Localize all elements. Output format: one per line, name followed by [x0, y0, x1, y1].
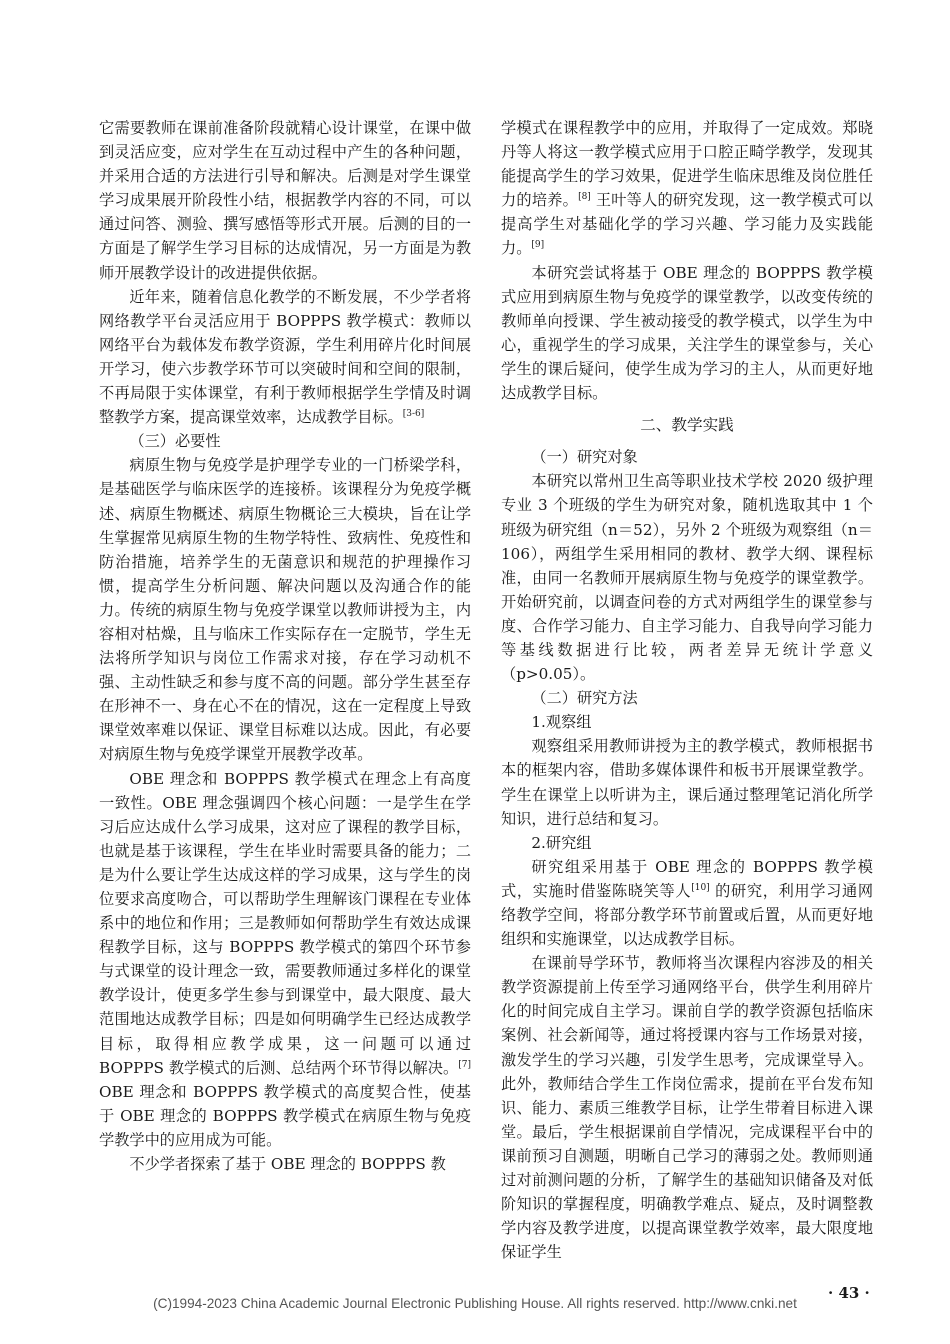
citation: [10] [691, 882, 710, 893]
left-column [99, 116, 471, 1176]
subsection-heading: 2.研究组 [531, 833, 592, 852]
paragraph: 本研究尝试将基于 OBE 理念的 BOPPPS 教学模式应用到病原生物与免疫学的课堂教学，以改变传统的教师单向授课、学生被动接受的教学模式，以学生为中心，重视学生的学习成果，关注学生的课堂参与，关心学生的课后疑问，使学生成为学习的主人，从而更好地达成教学目标。 [501, 263, 873, 403]
subsection-heading: （一）研究对象 [531, 448, 638, 467]
subsection-heading: （三）必要性 [129, 432, 221, 451]
page-number: · 43 · [828, 1284, 870, 1302]
subsection-heading: 1.观察组 [531, 713, 592, 732]
paragraph: 它需要教师在课前准备阶段就精心设计课堂，在课中做到灵活应变，应对学生在互动过程中产生的各种问题，并采用合适的方法进行引导和解决。后测是对学生课堂学习成果展开阶段性小结，根据教学内容的不同，可以通过问答、测验、撰写感悟等形式开展。后测的目的一方面是了解学生学习目标的达成情况，另一方面是为教师开展教学设计的改进提供依据。 [99, 119, 471, 282]
paragraph: 学模式在课程教学中的应用，并取得了一定成效。郑晓丹等人将这一教学模式应用于口腔正畸学教学，发现其能提高学生的学习效果，促进学生临床思维及岗位胜任力的培养。[8] 王叶等人的研究发现，这一教学模式可以提高学生对基础化学的学习兴趣、学习能力及实践能力。[9] [501, 119, 874, 258]
paragraph: 不少学者探索了基于 OBE 理念的 BOPPPS 教 [129, 1155, 446, 1174]
citation: [3-6] [402, 409, 425, 420]
paragraph: 研究组采用基于 OBE 理念的 BOPPPS 教学模式，实施时借鉴陈晓笑等人[10] 的研究，利用学习通网络教学空间，将部分教学环节前置或后置，从而更好地组织和实施课堂，以达成教学目标。 [501, 857, 874, 949]
paragraph: 观察组采用教师讲授为主的教学模式，教师根据书本的框架内容，借助多媒体课件和板书开展课堂教学。学生在课堂上以听讲为主，课后通过整理笔记消化所学知识，进行总结和复习。 [501, 737, 873, 828]
paragraph: 本研究以常州卫生高等职业技术学校 2020 级护理专业 3 个班级的学生为研究对象，随机选取其中 1 个班级为研究组（n＝52），另外 2 个班级为观察组（n＝106），两组学生采用相同的教材、教学大纲、课程标准，由同一名教师开展病原生物与免疫学的课堂教学。开始研究前，以调查问卷的方式对两组学生的课堂参与度、合作学习能力、自主学习能力、自我导向学习能力等基线数据进行比较，两者差异无统计学意义（p>0.05）。 [501, 472, 873, 684]
paragraph: 近年来，随着信息化教学的不断发展，不少学者将网络教学平台灵活应用于 BOPPPS 教学模式：教师以网络平台为载体发布教学资源，学生利用碎片化时间展开学习，使六步教学环节可以突破时间和空间的限制，不再局限于实体课堂，有利于教师根据学生学情及时调整教学方案，提高课堂效率，达成教学目标。[3-6] [99, 287, 471, 427]
section-heading: 二、教学实践 [640, 416, 734, 435]
right-column [501, 116, 873, 1264]
citation: [9] [531, 240, 545, 251]
paragraph: OBE 理念和 BOPPPS 教学模式在理念上有高度一致性。OBE 理念强调四个核心问题：一是学生在学习后应达成什么学习成果，这对应了课程的教学目标，也就是基于该课程，学生在毕业时需要具备的能力；二是为什么要让学生达成这样的学习成果，这与学生的岗位要求高度吻合，可以帮助学生理解该门课程在专业体系中的地位和作用；三是教师如何帮助学生有效达成课程教学目标，这与 BOPPPS 教学模式的第四个环节参与式课堂的设计理念一致，需要教师通过多样化的课堂教学设计，使更多学生参与到课堂中，最大限度、最大范围地达成教学目标；四是如何明确学生已经达成教学目标，取得相应教学成果，这一问题可以通过 BOPPPS 教学模式的后测、总结两个环节得以解决。[7] OBE 理念和 BOPPPS 教学模式的高度契合性，使基于 OBE 理念的 BOPPPS 教学模式在病原生物与免疫学教学中的应用成为可能。 [99, 769, 471, 1149]
subsection-heading: （二）研究方法 [531, 689, 638, 708]
copyright-footer: (C)1994-2023 China Academic Journal Electronic Publishing House. All rights reserved. http://www.cnki.net [153, 1296, 797, 1311]
citation: [8] [578, 192, 591, 203]
citation: [7] [458, 1059, 471, 1070]
paragraph: 病原生物与免疫学是护理学专业的一门桥梁学科，是基础医学与临床医学的连接桥。该课程分为免疫学概述、病原生物概述、病原生物概论三大模块，旨在让学生掌握常见病原生物的生物学特性、致病性、免疫性和防治措施，培养学生的无菌意识和规范的护理操作习惯，提高学生分析问题、解决问题以及沟通合作的能力。传统的病原生物与免疫学课堂以教师讲授为主，内容相对枯燥，且与临床工作实际存在一定脱节，学生无法将所学知识与岗位工作需求对接，存在学习动机不强、主动性缺乏和参与度不高的问题。部分学生甚至存在形神不一、身在心不在的情况，这在一定程度上导致课堂效率难以保证、课堂目标难以达成。因此，有必要对病原生物与免疫学课堂开展教学改革。 [99, 456, 471, 764]
paragraph: 在课前导学环节，教师将当次课程内容涉及的相关教学资源提前上传至学习通网络平台，供学生利用碎片化的时间完成自主学习。课前自学的教学资源包括临床案例、社会新闻等，通过将授课内容与工作场景对接，激发学生的学习兴趣，引发学生思考，完成课堂导入。此外，教师结合学生工作岗位需求，提前在平台发布知识、能力、素质三维教学目标，让学生带着目标进入课堂。最后，学生根据课前自学情况，完成课程平台中的课前预习自测题，明晰自己学习的薄弱之处。教师则通过对前测问题的分析，了解学生的基础知识储备及对低阶知识的掌握程度，明确教学难点、疑点，及时调整教学内容及教学进度，以提高课堂教学效率，最大限度地保证学生 [501, 954, 873, 1262]
